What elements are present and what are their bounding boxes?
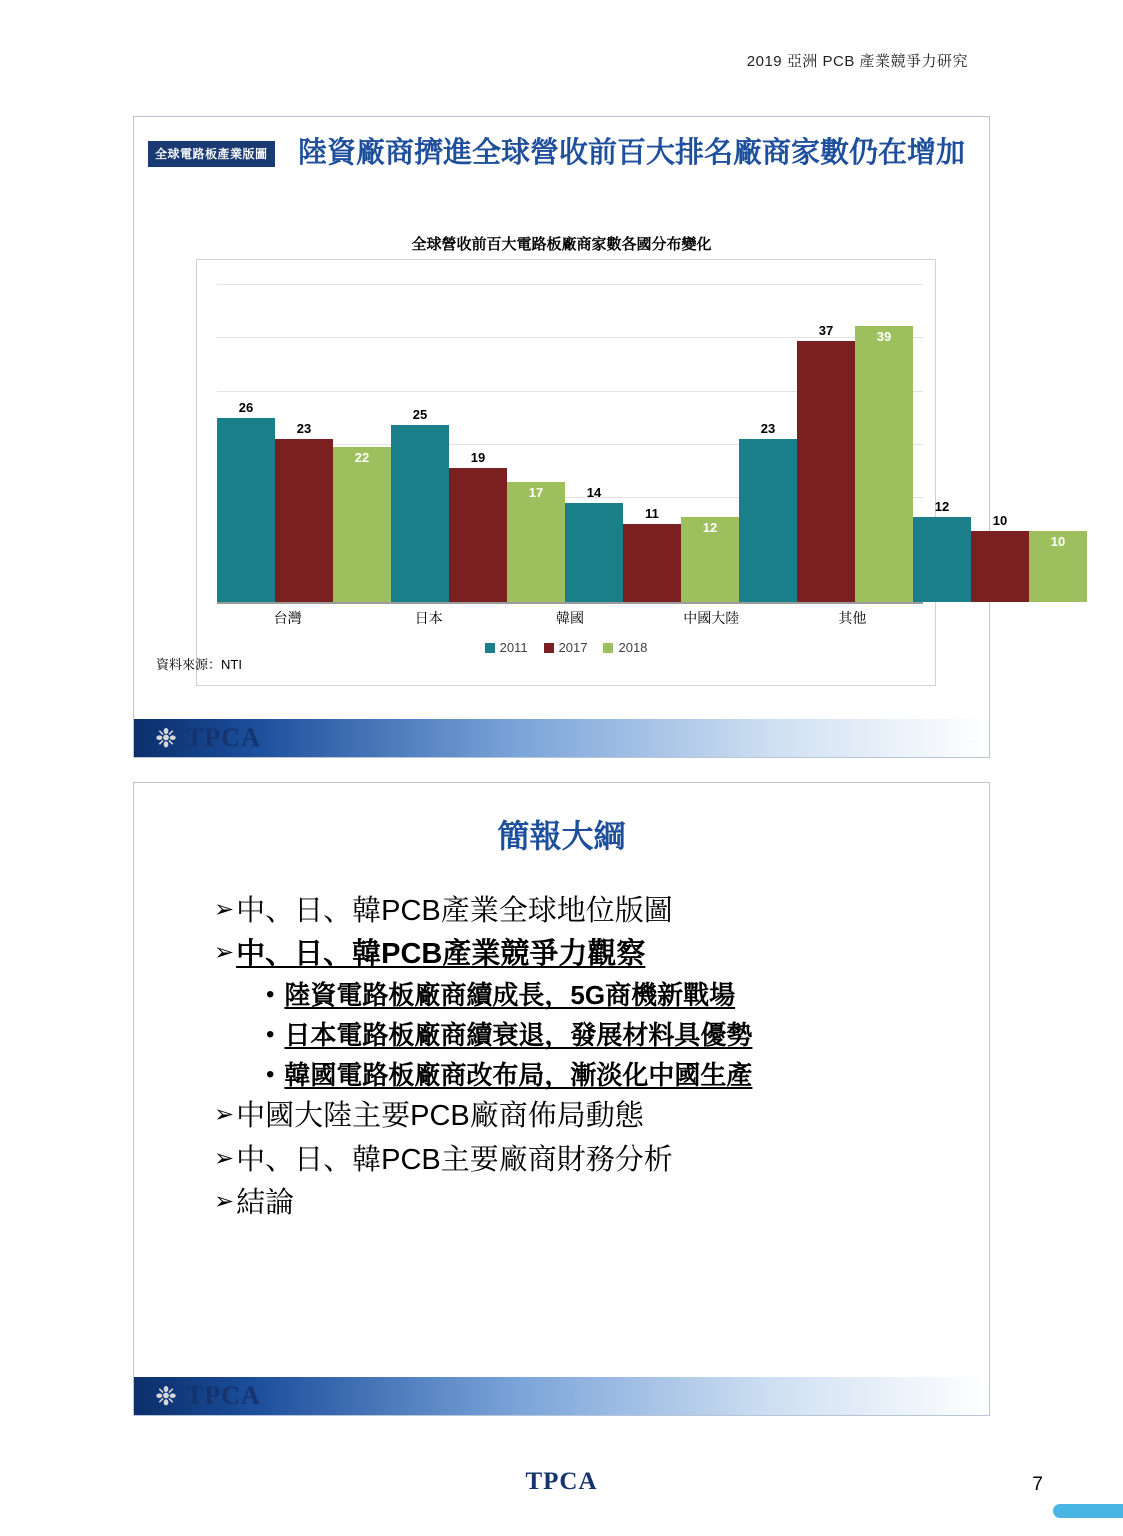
bar-item: [275, 284, 333, 602]
chart-legend: [197, 640, 935, 655]
arrow-bullet-icon: ➢: [214, 1187, 235, 1215]
bar-item: [507, 284, 565, 602]
outline-item: [214, 1140, 949, 1181]
dot-bullet-icon: •: [266, 1060, 275, 1088]
bar-group: [913, 284, 1087, 602]
legend-label: 2017: [558, 640, 588, 655]
category-label: 其他: [838, 610, 867, 626]
outline-item: [214, 1183, 949, 1224]
slide-number: 6: [966, 727, 975, 744]
bar-value-label: 23: [760, 421, 776, 437]
chart-plot-area: [217, 284, 1066, 604]
category-label: 中國大陸: [683, 610, 740, 626]
bar: [739, 439, 797, 602]
bar: [391, 425, 449, 602]
bar-group: [217, 284, 391, 602]
outline-sub-item: [266, 977, 949, 1015]
bar: [797, 341, 855, 602]
legend-label: 2011: [499, 640, 528, 655]
slide-title: 陸資廠商擠進全球營收前百大排名廠商家數仍在增加: [297, 137, 965, 169]
bar-value-label: 39: [876, 329, 892, 345]
document-header: 2019 亞洲 PCB 產業競爭力研究: [746, 53, 968, 70]
tpca-emblem-icon: ❉: [155, 1381, 177, 1411]
bar-value-label: 10: [1050, 534, 1066, 550]
tpca-logo: TPCA: [186, 1381, 261, 1410]
bar: [333, 447, 391, 602]
slide-7: [133, 782, 990, 1416]
outline-item-label: 結論: [236, 1186, 295, 1219]
bar-item: [971, 284, 1029, 602]
outline-sub-label: 日本電路板廠商續衰退，發展材料具優勢: [284, 1020, 753, 1051]
bar: [623, 524, 681, 602]
slide-6: [133, 116, 1066, 758]
slide-6-body: [134, 117, 1066, 719]
x-axis-line: [217, 602, 923, 604]
bar-item: [391, 284, 449, 602]
tpca-emblem-icon: ❉: [155, 723, 177, 753]
outline-item: [214, 934, 949, 975]
bar-item: [565, 284, 623, 602]
bar-value-label: 26: [238, 400, 254, 416]
slide-7-footer: [134, 1377, 989, 1415]
bar-item: [913, 284, 971, 602]
legend-item: [485, 640, 528, 655]
bar-item: [1029, 284, 1087, 602]
section-tag: 全球電路板產業版圖: [148, 141, 275, 167]
bar-value-label: 19: [470, 449, 486, 465]
bar-value-label: 12: [934, 499, 950, 515]
outline-sub-item: [266, 1057, 949, 1095]
legend-swatch: [485, 643, 495, 653]
bar-value-label: 17: [528, 484, 544, 500]
bar: [507, 482, 565, 602]
legend-item: [603, 640, 647, 655]
arrow-bullet-icon: ➢: [214, 939, 235, 967]
source-note: 資料來源：NTI: [156, 657, 242, 672]
bar: [449, 468, 507, 602]
bar-item: [681, 284, 739, 602]
dot-bullet-icon: •: [266, 1021, 275, 1049]
chart-title: 全球營收前百大電路板廠商家數各國分布變化: [411, 236, 712, 253]
outline-item-label: 中、日、韓PCB產業競爭力觀察: [236, 938, 646, 971]
bar: [913, 517, 971, 602]
bar-item: [623, 284, 681, 602]
arrow-bullet-icon: ➢: [214, 1101, 235, 1129]
outline-title: 簡報大綱: [497, 818, 626, 854]
outline-item-label: 中國大陸主要PCB廠商佈局動態: [236, 1100, 644, 1133]
bar-item: [449, 284, 507, 602]
bar-chart: [196, 259, 1066, 686]
outline-sub-item: [266, 1017, 949, 1055]
bar: [217, 418, 275, 602]
outline-sub-label: 韓國電路板廠商改布局，漸淡化中國生產: [284, 1059, 753, 1090]
arrow-bullet-icon: ➢: [214, 896, 235, 923]
arrow-bullet-icon: ➢: [214, 1144, 235, 1172]
bar-value-label: 14: [586, 485, 602, 501]
legend-swatch: [544, 643, 554, 653]
category-label: 台灣: [273, 610, 302, 626]
category-label: 日本: [414, 610, 443, 626]
bar-item: [855, 284, 913, 602]
bar-value-label: 23: [296, 421, 312, 437]
outline-list: [214, 891, 949, 1226]
bar-value-label: 10: [992, 513, 1008, 529]
bar-value-label: 25: [412, 407, 428, 423]
bar: [565, 503, 623, 602]
slide-6-footer: [134, 719, 989, 757]
dot-bullet-icon: •: [266, 981, 275, 1009]
category-axis-labels: [217, 608, 923, 628]
outline-item-label: 中、日、韓PCB主要廠商財務分析: [236, 1143, 673, 1176]
document-footer-page-number: 7: [1032, 1474, 1043, 1495]
slide-7-body: [134, 783, 989, 1377]
legend-label: 2018: [618, 640, 648, 655]
document-footer-logo: TPCA: [525, 1468, 598, 1495]
bar-item: [333, 284, 391, 602]
outline-item-label: 中、日、韓PCB產業全球地位版圖: [236, 895, 673, 927]
bar-groups: [217, 284, 1066, 602]
outline-item: [214, 1096, 949, 1137]
corner-decoration: [1053, 1504, 1123, 1518]
category-label: 韓國: [556, 610, 584, 626]
bar: [855, 326, 913, 602]
bar-value-label: 11: [645, 506, 659, 522]
bar-item: [739, 284, 797, 602]
bar-value-label: 22: [354, 449, 370, 465]
outline-item: [214, 891, 949, 932]
bar: [275, 439, 333, 602]
bar-item: [797, 284, 855, 602]
bar-value-label: 37: [818, 322, 834, 338]
bar: [971, 531, 1029, 602]
bar-group: [565, 284, 739, 602]
bar-group: [391, 284, 565, 602]
legend-item: [544, 640, 588, 655]
slide-number: 7: [966, 1385, 975, 1402]
outline-sub-label: 陸資電路板廠商續成長，5G商機新戰場: [284, 980, 736, 1011]
tpca-logo: TPCA: [186, 723, 261, 752]
bar-group: [739, 284, 913, 602]
legend-swatch: [603, 643, 613, 653]
bar-value-label: 12: [702, 520, 718, 536]
bar-item: [217, 284, 275, 602]
